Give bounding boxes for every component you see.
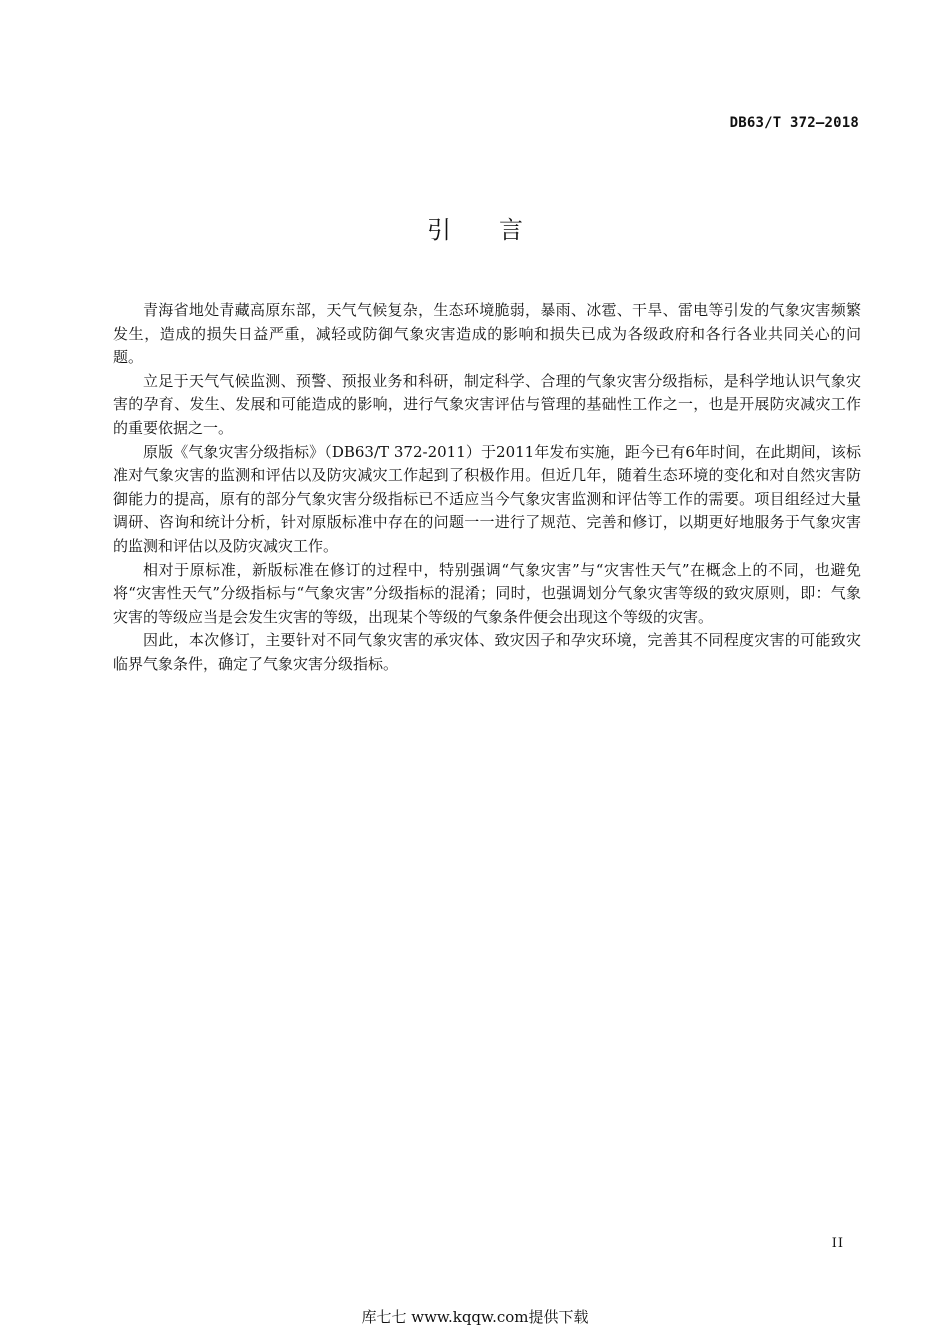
document-body xyxy=(113,299,861,677)
paragraph-3: 原版《气象灾害分级指标》（DB63/T 372-2011）于2011年发布实施，距今已有6年时间，在此期间，该标准对气象灾害的监测和评估以及防灾减灾工作起到了积极作用。但近几年，随着生态环境的变化和对自然灾害防御能力的提高，原有的部分气象灾害分级指标已不适应当今气象灾害监测和评估等工作的需要。项目组经过大量调研、咨询和统计分析，针对原版标准中存在的问题一一进行了规范、完善和修订，以期更好地服务于气象灾害的监测和评估以及防灾减灾工作。 xyxy=(113,442,861,555)
paragraph-4: 相对于原标准，新版标准在修订的过程中，特别强调“气象灾害”与“灾害性天气”在概念上的不同，也避免将“灾害性天气”分级指标与“气象灾害”分级指标的混淆；同时，也强调划分气象灾害等级的致灾原则，即：气象灾害的等级应当是会发生灾害的等级，出现某个等级的气象条件便会出现这个等级的灾害。 xyxy=(113,560,861,626)
download-source-footer: 库七七 www.kqqw.com提供下载 xyxy=(361,1308,589,1326)
paragraph-1: 青海省地处青藏高原东部，天气气候复杂，生态环境脆弱，暴雨、冰雹、干旱、雷电等引发的气象灾害频繁发生，造成的损失日益严重，减轻或防御气象灾害造成的影响和损失已成为各级政府和各行各业共同关心的问题。 xyxy=(113,301,861,367)
page-title: 引言 xyxy=(427,216,571,244)
paragraph-5: 因此，本次修订，主要针对不同气象灾害的承灾体、致灾因子和孕灾环境，完善其不同程度灾害的可能致灾临界气象条件，确定了气象灾害分级指标。 xyxy=(113,631,861,673)
document-code: DB63/T 372—2018 xyxy=(729,115,859,131)
page-number: II xyxy=(831,1236,844,1251)
paragraph-2: 立足于天气气候监测、预警、预报业务和科研，制定科学、合理的气象灾害分级指标，是科学地认识气象灾害的孕育、发生、发展和可能造成的影响，进行气象灾害评估与管理的基础性工作之一，也是开展防灾减灾工作的重要依据之一。 xyxy=(113,371,861,437)
